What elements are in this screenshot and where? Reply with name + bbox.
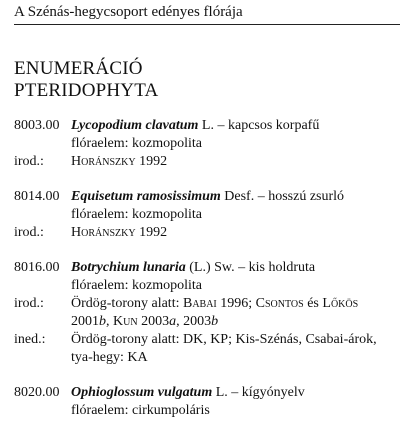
reference-line-1: Ördög-torony alatt: Babai 1996; Csontos és Lőkös <box>71 296 359 311</box>
reference-author: Lőkös <box>322 296 359 311</box>
reference-author: Horánszky <box>71 154 136 169</box>
species-entry-ophioglossum <box>0 384 400 420</box>
species-entry-equisetum <box>0 188 400 242</box>
floraelem-text: flóraelem: kozmopolita <box>71 278 203 293</box>
reference-author: Horánszky <box>71 225 136 240</box>
species-entry-lycopodium <box>0 117 400 171</box>
entry-heading-line <box>0 384 400 402</box>
header-divider <box>14 24 400 25</box>
floraelem-text: flóraelem: kozmopolita <box>71 207 203 222</box>
species-code: 8016.00 <box>14 260 60 275</box>
species-code: 8003.00 <box>14 118 60 133</box>
irod-label: irod.: <box>14 296 44 311</box>
taxon-author-common-name: (L.) Sw. – kis holdruta <box>185 260 316 275</box>
taxon-name: Ophioglossum vulgatum <box>71 385 213 400</box>
entry-heading-line <box>0 259 400 277</box>
taxon-name: Botrychium lunaria <box>71 260 186 275</box>
taxon-author-common-name: Desf. – hosszú zsurló <box>220 189 345 204</box>
ined-line-1: Ördög-torony alatt: DK, KP; Kis-Szénás, Csabai-árok, <box>71 332 377 347</box>
species-code: 8014.00 <box>14 189 60 204</box>
reference-year: 1992 <box>135 225 168 240</box>
ined-line-2: tya-hegy: KA <box>71 350 148 365</box>
floraelem-text: flóraelem: cirkumpoláris <box>71 403 210 418</box>
floraelem-text: flóraelem: kozmopolita <box>71 136 203 151</box>
entry-heading-line <box>0 188 400 206</box>
reference-author: Kun <box>113 314 138 329</box>
reference-author: Babai <box>182 296 217 311</box>
section-title-pteridophyta: PTERIDOPHYTA <box>14 80 159 101</box>
taxon-author-common-name: L. – kígyónyelv <box>212 385 305 400</box>
taxon-author-common-name: L. – kapcsos korpafű <box>198 118 320 133</box>
entry-heading-line <box>0 117 400 135</box>
section-title-enumeration: ENUMERÁCIÓ <box>14 58 143 79</box>
reference-year: 1992 <box>135 154 168 169</box>
reference-author: Csontos <box>255 296 304 311</box>
species-entry-botrychium <box>0 259 400 367</box>
species-code: 8020.00 <box>14 385 60 400</box>
irod-label: irod.: <box>14 154 44 169</box>
species-list <box>0 117 400 437</box>
taxon-name: Lycopodium clavatum <box>71 118 199 133</box>
running-header: A Szénás-hegycsoport edényes flórája <box>14 4 243 20</box>
reference-line-2: 2001b, Kun 2003a, 2003b <box>71 314 219 329</box>
irod-label: irod.: <box>14 225 44 240</box>
ined-label: ined.: <box>14 332 46 347</box>
taxon-name: Equisetum ramosissimum <box>71 189 221 204</box>
